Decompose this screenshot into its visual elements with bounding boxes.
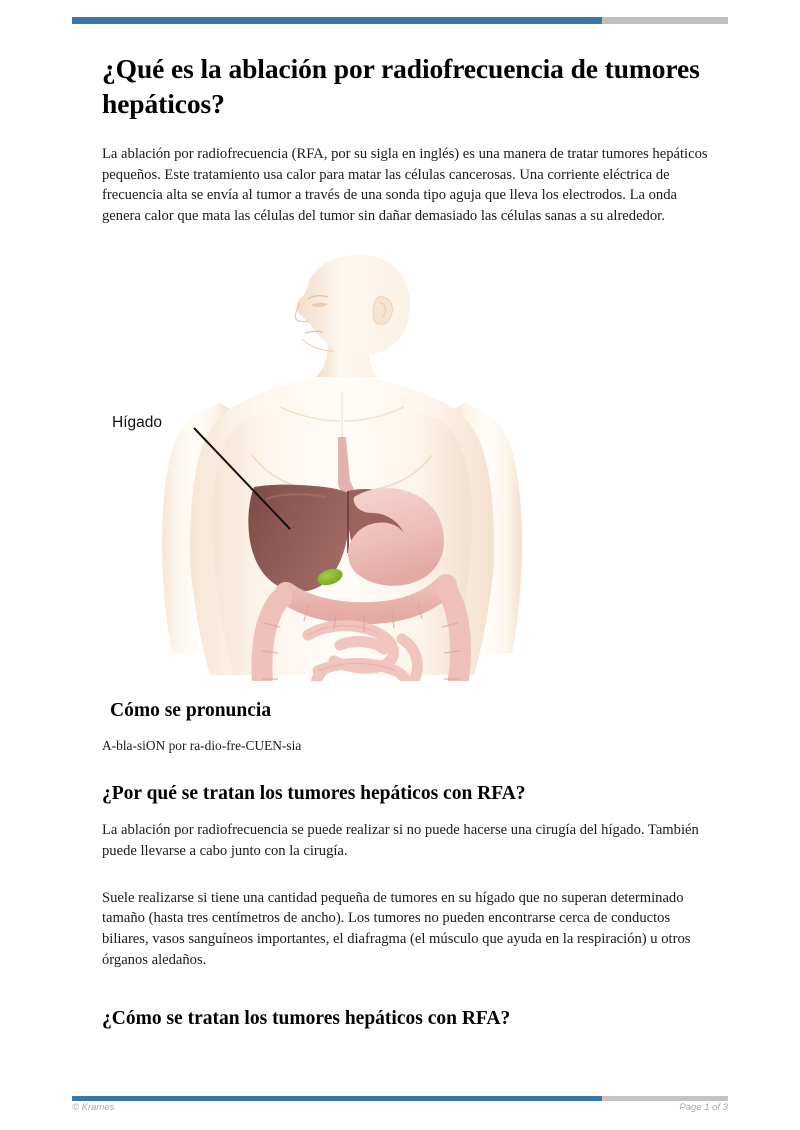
page-footer [72, 1102, 728, 1113]
section-heading-how-treated: ¿Cómo se tratan los tumores hepáticos con RFA? [102, 1007, 511, 1029]
footer-page-indicator: Page 1 of 3 [679, 1102, 728, 1113]
pronunciation-text: A-bla-siON por ra-dio-fre-CUEN-sia [102, 738, 302, 754]
intro-paragraph: La ablación por radiofrecuencia (RFA, por su sigla en inglés) es una manera de tratar tumores hepáticos pequeños. Este tratamiento usa calor para matar las células cancerosas. Una corriente eléctrica de frecuencia alta se envía al tumor a través de una sonda tipo aguja que lleva los electrodos. La onda genera calor que mata las células del tumor sin dañar demasiado las células sanas a su alrededor. [102, 145, 708, 224]
anatomy-illustration [102, 241, 715, 681]
document-content [102, 52, 715, 1045]
header-rule [72, 17, 728, 24]
section-heading-why-treated: ¿Por qué se tratan los tumores hepáticos con RFA? [102, 782, 526, 804]
header-rule-gray-segment [602, 17, 728, 24]
section-heading-pronunciation: Cómo se pronuncia [110, 699, 272, 721]
footer-rule-blue-segment [72, 1096, 602, 1101]
why-treated-paragraph-2: Suele realizarse si tiene una cantidad pequeña de tumores en su hígado que no superan determinado tamaño (hasta tres centímetros de ancho). Los tumores no pueden encontrarse cerca de conductos biliares, vasos sanguíneos importantes, el diafragma (el músculo que ayuda en la respiración) u otros órganos aledaños. [102, 889, 691, 968]
footer-rule-gray-segment [602, 1096, 728, 1101]
page-title: ¿Qué es la ablación por radiofrecuencia de tumores hepáticos? [102, 53, 700, 119]
anatomy-svg [102, 241, 715, 681]
callout-label-higado: Hígado [112, 413, 162, 431]
footer-copyright: © Krames [72, 1102, 115, 1113]
why-treated-paragraph-1: La ablación por radiofrecuencia se puede realizar si no puede hacerse una cirugía del hígado. También puede llevarse a cabo junto con la cirugía. [102, 822, 699, 859]
header-rule-blue-segment [72, 17, 602, 24]
footer-rule [72, 1096, 728, 1101]
